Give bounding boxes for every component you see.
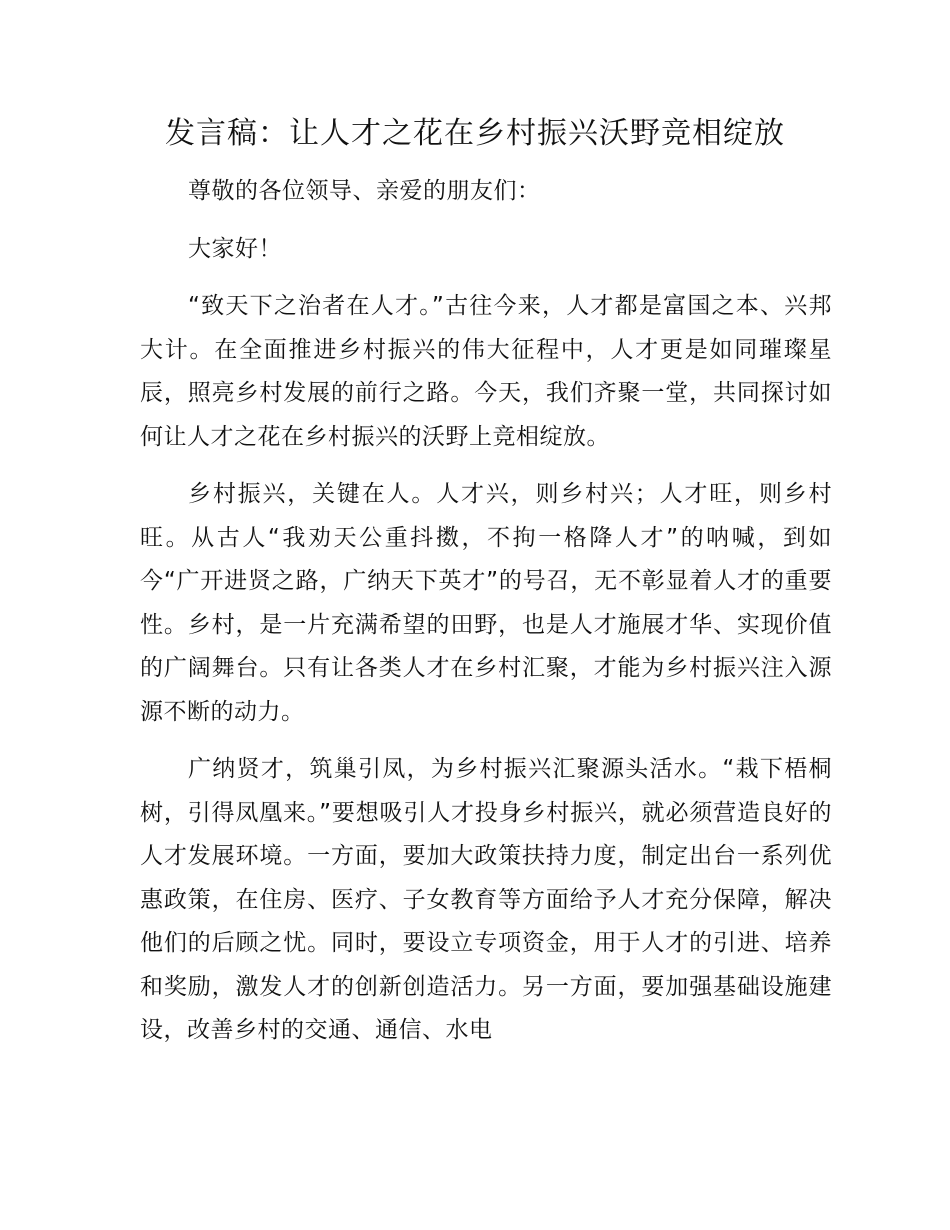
document-body — [140, 170, 832, 1067]
greeting-paragraph: 大家好！ — [188, 235, 282, 262]
body-paragraph: 乡村振兴，关键在人。人才兴，则乡村兴；人才旺，则乡村旺。从古人“我劝天公重抖擞，不拘一格降人才”的呐喊，到如今“广开进贤之路，广纳天下英才”的号召，无不彰显着人才的重要性。乡村，是一片充满希望的田野，也是人才施展才华、实现价值的广阔舞台。只有让各类人才在乡村汇聚，才能为乡村振兴注入源源不断的动力。 — [140, 481, 832, 725]
salutation-paragraph: 尊敬的各位领导、亲爱的朋友们： — [188, 178, 541, 204]
document-title: 发言稿：让人才之花在乡村振兴沃野竞相绽放 — [165, 116, 785, 151]
body-paragraph: 广纳贤才，筑巢引凤，为乡村振兴汇聚源头活水。“栽下梧桐树，引得凤凰来。”要想吸引人才投身乡村振兴，就必须营造良好的人才发展环境。一方面，要加大政策扶持力度，制定出台一系列优惠政策，在住房、医疗、子女教育等方面给予人才充分保障，解决他们的后顾之忧。同时，要设立专项资金，用于人才的引进、培养和奖励，激发人才的创新创造活力。另一方面，要加强基础设施建设，改善乡村的交通、通信、水电 — [140, 756, 832, 1043]
body-paragraph: “致天下之治者在人才。”古往今来，人才都是富国之本、兴邦大计。在全面推进乡村振兴的伟大征程中，人才更是如同璀璨星辰，照亮乡村发展的前行之路。今天，我们齐聚一堂，共同探讨如何让人才之花在乡村振兴的沃野上竞相绽放。 — [140, 293, 832, 450]
